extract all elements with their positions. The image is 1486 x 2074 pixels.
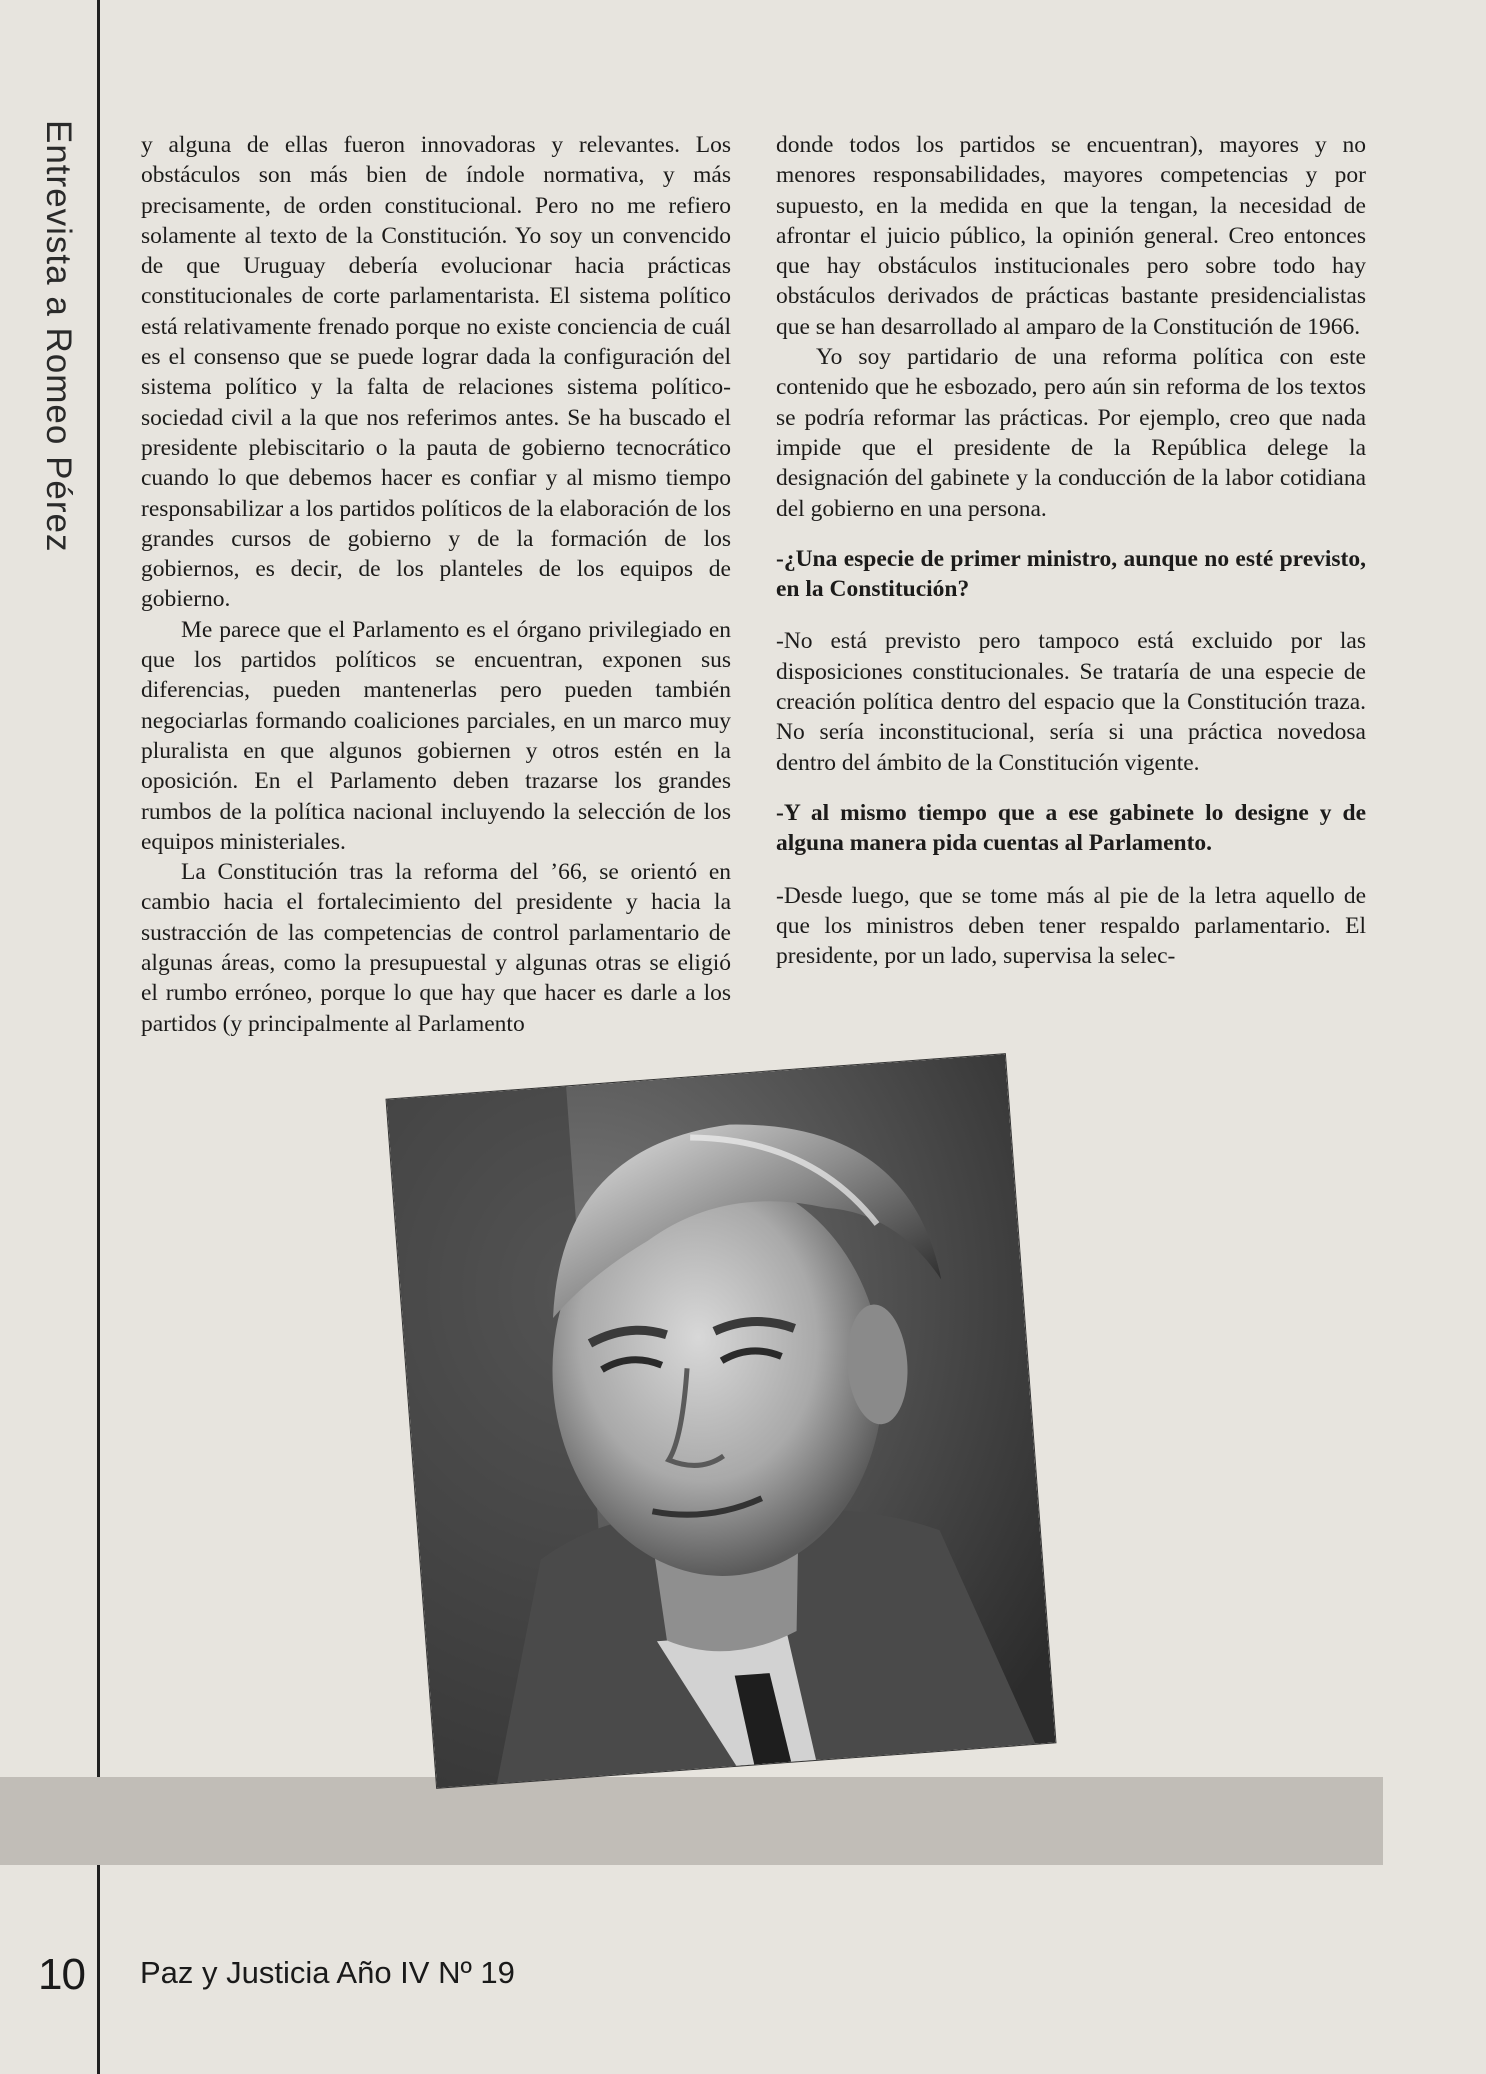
paragraph: y alguna de ellas fueron innovadoras y relevantes. Los obstáculos son más bien de índole normativa, y más precisamente, de orden constitucional. Pero no me refiero solamente al texto de la Constitución. Yo soy un convencido de que Uruguay debería evolucionar hacia prácticas constitucionales de corte parlamentarista. El sistema político está relativamente frenado porque no existe conciencia de cuál es el consenso que se puede lograr dada la configuración del sistema político y la falta de relaciones sistema político-sociedad civil a la que nos referimos antes. Se ha buscado el presidente plebiscitario o la pauta de gobierno tecnocrático cuando lo que debemos hacer es confiar y al mismo tiempo responsabilizar a los partidos políticos de la elaboración de los grandes cursos de gobierno y de la formación de los gobiernos, es decir, de los planteles de los equipos de gobierno. <box>141 132 731 613</box>
portrait-illustration <box>387 1054 1056 1788</box>
paragraph: Yo soy partidario de una reforma política con este contenido que he esbozado, pero aún sin reforma de los textos se podría reformar las prácticas. Por ejemplo, creo que nada impide que el presidente de la República delege la designación del gabinete y la conducción de la labor cotidiana del gobierno en una persona. <box>776 344 1366 522</box>
paragraph: La Constitución tras la reforma del ’66, se orientó en cambio hacia el fortalecimiento del presidente y hacia la sustracción de las competencias de control parlamentario de algunas áreas, como la presupuestal y algunas otras se eligió el rumbo erróneo, porque lo que hay que hacer es darle a los partidos (y principalmente al Parlamento <box>141 859 731 1037</box>
interview-question: -Y al mismo tiempo que a ese gabinete lo designe y de alguna manera pida cuentas al Parlamento. <box>776 799 1366 857</box>
left-column <box>141 130 731 1039</box>
paragraph: Me parece que el Parlamento es el órgano privilegiado en que los partidos políticos se encuentran, exponen sus diferencias, pueden mantenerlas pero pueden también negociarlas formando coaliciones parciales, en un marco muy pluralista en que algunos gobiernen y otros estén en la oposición. En el Parlamento deben trazarse los grandes rumbos de la política nacional incluyendo la selección de los equipos ministeriales. <box>141 616 731 855</box>
page-number: 10 <box>38 1950 85 1999</box>
margin-rule <box>97 0 100 2074</box>
publication-footer: Paz y Justicia Año IV Nº 19 <box>140 1955 515 1990</box>
interview-question: -¿Una especie de primer ministro, aunque no esté previsto, en la Constitución? <box>776 545 1366 603</box>
right-column <box>776 130 1366 971</box>
paragraph: donde todos los partidos se encuentran), mayores y no menores responsabilidades, mayores competencias y por supuesto, en la medida en que la tengan, la necesidad de afrontar el juicio público, la opinión general. Creo entonces que hay obstáculos institucionales pero sobre todo hay obstáculos derivados de prácticas bastante presidencialistas que se han desarrollado al amparo de la Constitución de 1966. <box>776 132 1366 340</box>
decorative-band <box>0 1777 1383 1865</box>
interview-answer: -No está previsto pero tampoco está excluido por las disposiciones constitucionales. Se trataría de una especie de creación política dentro del espacio que la Constitución traza. No sería inconstitucional, sería si una práctica novedosa dentro del ámbito de la Constitución vigente. <box>776 628 1366 776</box>
interview-answer: -Desde luego, que se tome más al pie de la letra aquello de que los ministros deben tener respaldo parlamentario. El presidente, por un lado, supervisa la selec- <box>776 882 1366 970</box>
portrait-photo <box>385 1053 1056 1789</box>
section-title: Entrevista a Romeo Pérez <box>39 120 78 553</box>
